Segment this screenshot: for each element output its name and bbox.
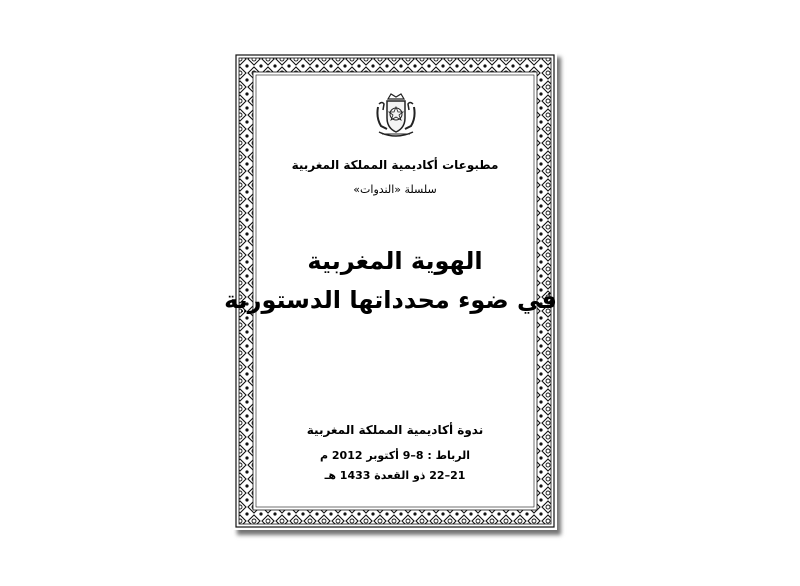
series-line: سلسلة «الندوات» xyxy=(353,183,437,196)
place-date-line: الرباط : 8–9 أكتوبر 2012 م xyxy=(319,449,471,462)
title-line-2: في ضوء محدداتها الدستورية xyxy=(224,286,557,314)
book-cover xyxy=(224,52,557,530)
moroccan-coat-of-arms-icon xyxy=(373,90,419,140)
symposium-line: ندوة أكاديمية المملكة المغربية xyxy=(306,423,484,437)
publisher-line: مطبوعات أكاديمية المملكة المغربية xyxy=(291,158,499,172)
title-line-1: الهوية المغربية xyxy=(307,247,483,275)
hijri-date-line: 21–22 ذو القعدة 1433 هـ xyxy=(324,469,466,482)
cover-content xyxy=(224,52,557,530)
